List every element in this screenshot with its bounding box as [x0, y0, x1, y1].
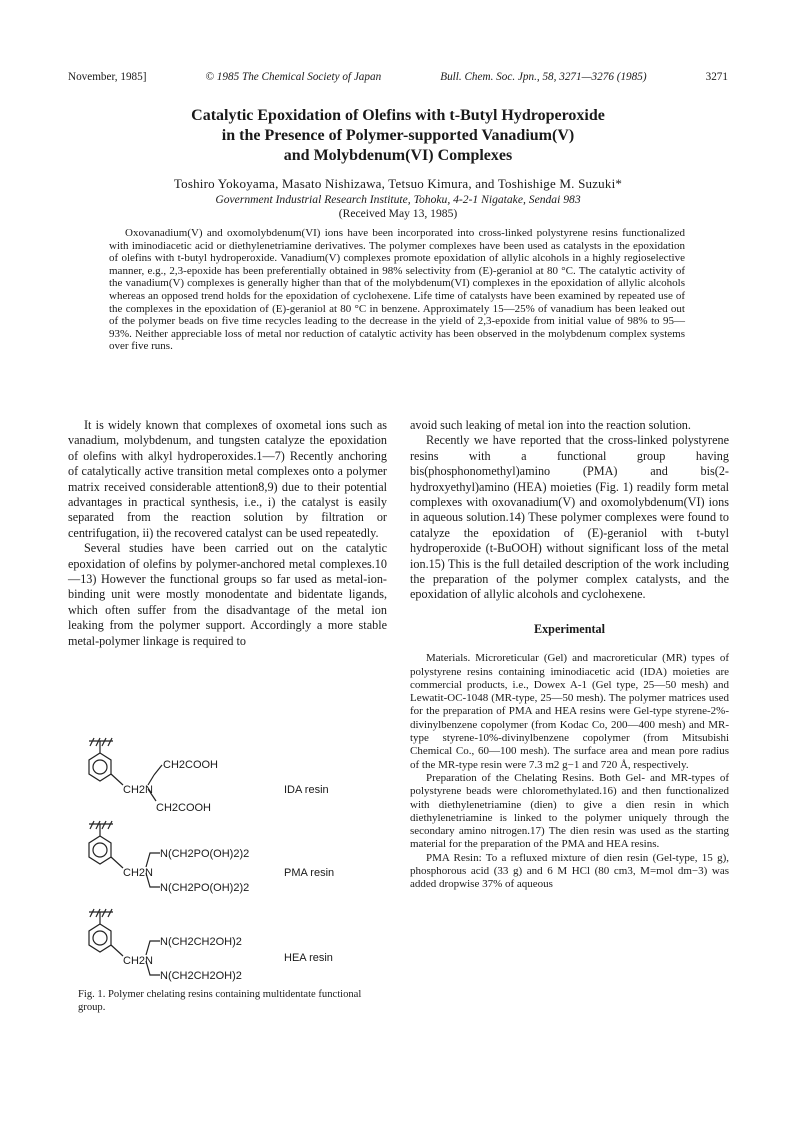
- affiliation: Government Industrial Research Institute, Tohoku, 4-2-1 Nigatake, Sendai 983: [215, 193, 581, 206]
- ida-resin-label: IDA resin: [284, 784, 329, 796]
- ida-ch2n: CH2N: [123, 784, 153, 796]
- intro-paragraph-1: It is widely known that complexes of oxometal ions such as vanadium, molybdenum, and tungsten catalyze the epoxidation of olefins with alkyl hydroperoxides.1—7) Recently anchoring of catalytically active transition metal complexes onto a polymer matrix received considerable attention8,9) due to their potential advantages in practical synthesis, i.e., i) the catalyst is easily separated from the reaction solution by filtration or centrifugation, ii) the recovered catalyst can be used repeatedly.: [68, 418, 387, 540]
- header-page-number: 3271: [705, 71, 728, 83]
- section-heading-experimental: Experimental: [533, 621, 606, 636]
- pma-top-group: N(CH2PO(OH)2)2: [160, 848, 250, 860]
- hea-bottom-group: N(CH2CH2OH)2: [160, 970, 242, 982]
- abstract: Oxovanadium(V) and oxomolybdenum(VI) ions have been incorporated into cross-linked polystyrene resins functionalized with iminodiacetic acid or diethylenetriamine derivatives. The polymer complexes have been used as catalysts in the epoxidation of olefins with t-butyl hydroperoxide. Vanadium(V) complexes promote epoxidation of allylic alcohols in a highly regioselective manner, e.g., 2,3-epoxide has been preferentially obtained in 98% selectivity from (E)-geraniol at 80 °C. The catalytic activity of the vanadium(V) complexes is generally higher than that of the molybdenum(VI) complexes in the epoxidation of allylic alcohols whereas an opposed trend holds for the epoxidation of cyclohexene. Life time of catalysts have been examined by repeated use of the complexes in the epoxidation of (E)-geraniol at 80 °C in benzene. Approximately 15—25% of vanadium has been leaked out of the polymer beads on five time recycles leading to the decrease in the yield of 2,3-epoxide from initial value of 98% to 95—93%. Neither appreciable loss of metal nor reduction of catalytic activity has been observed in the molybdenum complex systems over five runs.: [109, 227, 685, 353]
- benzene-ring-circle: [93, 760, 107, 774]
- intro-paragraph-2: Several studies have been carried out on the catalytic epoxidation of olefins by polymer-anchored metal complexes.10—13) However the functional groups so far used as metal-ion-binding unit were mostly monodentate and bidentate ligands, which often suffer from the disadvantage of the metal ion leaking from the polymer support. Accordingly a more stable metal-polymer linkage is required to: [68, 541, 387, 648]
- right-paragraph-0: avoid such leaking of metal ion into the reaction solution.: [410, 418, 691, 432]
- preparation-paragraph: Preparation of the Chelating Resins. Both Gel- and MR-types of polystyrene beads were chloromethylated.16) and then functionalized with diethylenetriamine (dien) to give a dien resin in which diethylenetriamine is linked to the polymer uniquely through the secondary amino nitrogen.17) The dien resin was used as the starting material for the preparation of the PMA and HEA resins.: [410, 771, 729, 851]
- pma-ch2n: CH2N: [123, 867, 153, 879]
- header-journal: Bull. Chem. Soc. Jpn., 58, 3271—3276 (1985): [440, 71, 647, 83]
- header-copyright: © 1985 The Chemical Society of Japan: [205, 71, 382, 83]
- title-line-1: Catalytic Epoxidation of Olefins with t-Butyl Hydroperoxide: [191, 107, 605, 124]
- ida-bottom-group: CH2COOH: [156, 802, 212, 814]
- received-date: (Received May 13, 1985): [338, 207, 458, 220]
- polymer-backbone-hatch: [89, 738, 113, 753]
- author-list: Toshiro Yokoyama, Masato Nishizawa, Tetsuo Kimura, and Toshishige M. Suzuki*: [173, 176, 623, 191]
- hea-top-group: N(CH2CH2OH)2: [160, 936, 242, 948]
- pma-bottom-group: N(CH2PO(OH)2)2: [160, 882, 250, 894]
- title-line-3: and Molybdenum(VI) Complexes: [283, 147, 513, 164]
- hea-ch2n: CH2N: [123, 955, 153, 967]
- ida-top-group: CH2COOH: [163, 759, 219, 771]
- figure-1-structures: [68, 733, 387, 993]
- figure-1-caption: Fig. 1. Polymer chelating resins containing multidentate functional group.: [78, 989, 362, 1013]
- article-title: [120, 106, 676, 166]
- header-date: November, 1985]: [68, 71, 147, 83]
- title-line-2: in the Presence of Polymer-supported Vanadium(V): [221, 127, 575, 144]
- hea-resin-label: HEA resin: [284, 952, 333, 964]
- right-column: [410, 418, 729, 892]
- pma-resin-paragraph: PMA Resin: To a refluxed mixture of dien resin (Gel-type, 15 g), phosphorous acid (33 g) and 6 M HCl (80 cm3, M=mol dm−3) was added dropwise 37% of aqueous: [410, 851, 729, 891]
- running-header: [68, 71, 728, 83]
- materials-paragraph: Materials. Microreticular (Gel) and macroreticular (MR) types of polystyrene resins containing iminodiacetic acid (IDA) moieties are commercial products, i.e., Dowex A-1 (Gel type, 25—50 mesh) and Lewatit-OC-1048 (MR-type, 25—50 mesh). The polymer matrices used for the preparation of PMA and HEA resins were Gel-type styrene-2%-divinylbenzene copolymer (from Kodac Co, 200—400 mesh) and MR-type styrene-10%-divinylbenzene copolymer (from Mitsubishi Chemical Co., 60—100 mesh). The surface area and mean pore radius of the MR-type resin were 7.3 m2 g−1 and 720 Å, respectively.: [410, 652, 729, 771]
- benzene-ring: [89, 753, 111, 781]
- right-paragraph-1: Recently we have reported that the cross-linked polystyrene resins with a functional group having bis(phosphonomethyl)amino (PMA) and bis(2-hydroxyethyl)amino (HEA) moieties (Fig. 1) readily form metal complexes with oxovanadium(V) and oxomolybdenum(VI) ions in aqueous solution.14) These polymer complexes were found to catalyze the epoxidation of (E)-geraniol with t-butyl hydroperoxide (t-BuOOH) without significant loss of the metal ion.15) This is the full detailed description of the work including the preparation of the polymer complex catalysts, and the epoxidation of allylic alcohols and cyclohexene.: [410, 433, 729, 602]
- pma-resin-label: PMA resin: [284, 867, 335, 879]
- left-column: [68, 418, 387, 649]
